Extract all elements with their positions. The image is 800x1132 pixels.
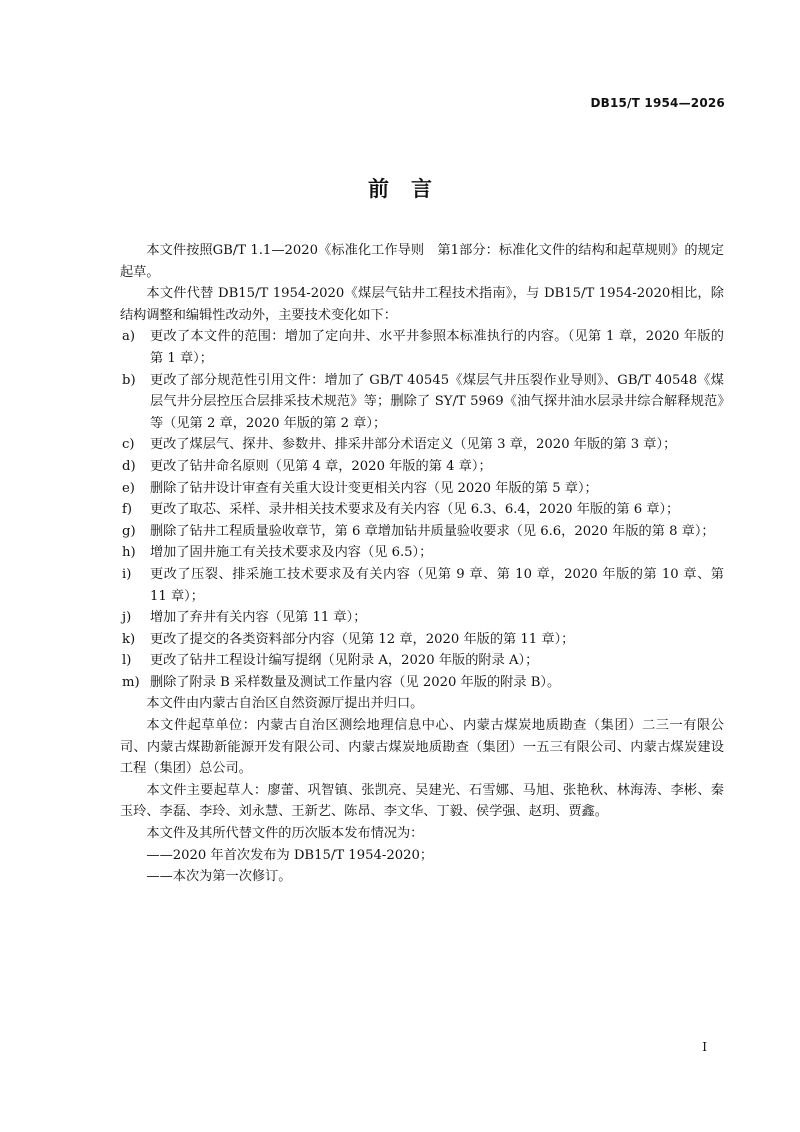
list-item-mark: k) xyxy=(122,631,136,647)
list-item-mark: a) xyxy=(122,329,136,345)
list-item-text: 更改了钻井命名原则（见第 4 章，2020 年版的第 4 章）； xyxy=(150,458,492,474)
list-item xyxy=(120,564,724,607)
list-item-mark: h) xyxy=(122,545,136,561)
list-item-mark: j) xyxy=(122,610,132,626)
list-item-mark: i) xyxy=(122,566,132,582)
page-title: 前言 xyxy=(368,177,454,201)
list-item xyxy=(120,629,724,651)
list-item xyxy=(120,542,724,564)
paragraph-replacement: 本文件代替 DB15/T 1954-2020《煤层气钻井工程技术指南》，与 DB15/T 1954-2020相比，除结构调整和编辑性改动外，主要技术变化如下： xyxy=(120,286,724,323)
list-item-mark: c) xyxy=(122,437,135,453)
list-item-mark: m) xyxy=(122,674,140,690)
version-history-item: ——本次为第一次修订。 xyxy=(146,869,292,885)
paragraph-drafting-rules: 本文件按照GB/T 1.1—2020《标准化工作导则 第1部分：标准化文件的结构和起草规则》的规定起草。 xyxy=(120,243,724,280)
document-code: DB15/T 1954—2026 xyxy=(590,96,725,110)
list-item xyxy=(120,434,724,456)
list-item-text: 删除了钻井工程质量验收章节，第 6 章增加钻井质量验收要求（见 6.6，2020 年版的第 8 章）； xyxy=(150,523,715,539)
list-item xyxy=(120,672,724,694)
list-item xyxy=(120,478,724,500)
paragraph-version-history: 本文件及其所代替文件的历次版本发布情况为： xyxy=(146,826,424,842)
list-item xyxy=(120,499,724,521)
list-item xyxy=(120,326,724,369)
list-item xyxy=(120,607,724,629)
change-list xyxy=(120,326,724,693)
list-item xyxy=(120,521,724,543)
list-item-mark: g) xyxy=(122,523,136,539)
list-item xyxy=(120,370,724,435)
list-item-mark: b) xyxy=(122,372,136,388)
page-number: I xyxy=(702,1040,707,1054)
list-item-text: 更改了本文件的范围：增加了定向井、水平井参照本标准执行的内容。（见第 1 章，2020 年版的第 1 章）； xyxy=(150,329,724,366)
list-item-text: 增加了弃井有关内容（见第 11 章）； xyxy=(150,610,367,626)
list-item-text: 更改了钻井工程设计编写提纲（见附录 A，2020 年版的附录 A）； xyxy=(150,653,539,669)
document-body xyxy=(120,240,724,888)
paragraph-drafters: 本文件主要起草人：廖蕾、巩智镇、张凯亮、吴建光、石雪娜、马旭、张艳秋、林海涛、李彬、秦玉玲、李磊、李玲、刘永慧、王新艺、陈昂、李文华、丁毅、侯学强、赵玥、贾鑫。 xyxy=(120,782,724,820)
paragraph-proposer: 本文件由内蒙古自治区自然资源厅提出并归口。 xyxy=(146,696,424,712)
list-item xyxy=(120,456,724,478)
version-history-item: ——2020 年首次发布为 DB15/T 1954-2020； xyxy=(146,847,434,863)
list-item-mark: e) xyxy=(122,480,135,496)
list-item xyxy=(120,650,724,672)
list-item-text: 增加了固井施工有关技术要求及内容（见 6.5）； xyxy=(150,545,433,561)
paragraph-drafting-units: 本文件起草单位：内蒙古自治区测绘地理信息中心、内蒙古煤炭地质勘查（集团）二三一有限公司、内蒙古煤勘新能源开发有限公司、内蒙古煤炭地质勘查（集团）一五三有限公司、内蒙古煤炭建设工程（集团）总公司。 xyxy=(120,718,724,777)
list-item-text: 删除了钻井设计审查有关重大设计变更相关内容（见 2020 年版的第 5 章）； xyxy=(150,480,598,496)
list-item-text: 更改了压裂、排采施工技术要求及有关内容（见第 9 章、第 10 章，2020 年版的第 10 章、第 11 章）； xyxy=(150,566,724,604)
list-item-mark: l) xyxy=(122,653,132,669)
list-item-text: 更改了取芯、采样、录井相关技术要求及有关内容（见 6.3、6.4，2020 年版的第 6 章）； xyxy=(150,502,680,518)
list-item-mark: d) xyxy=(122,458,136,474)
list-item-text: 删除了附录 B 采样数量及测试工作量内容（见 2020 年版的附录 B）。 xyxy=(150,674,561,690)
list-item-text: 更改了部分规范性引用文件：增加了 GB/T 40545《煤层气井压裂作业导则》、GB/T 40548《煤层气井分层控压合层排采技术规范》等；删除了 SY/T 5969《油气探井油水层录井综合解释规范》等（见第 2 章，2020 年版的第 2 章）； xyxy=(150,372,724,431)
list-item-text: 更改了煤层气、探井、参数井、排采井部分术语定义（见第 3 章，2020 年版的第 3 章）； xyxy=(150,437,677,453)
list-item-text: 更改了提交的各类资料部分内容（见第 12 章，2020 年版的第 11 章）； xyxy=(150,631,575,647)
list-item-mark: f) xyxy=(122,502,133,518)
